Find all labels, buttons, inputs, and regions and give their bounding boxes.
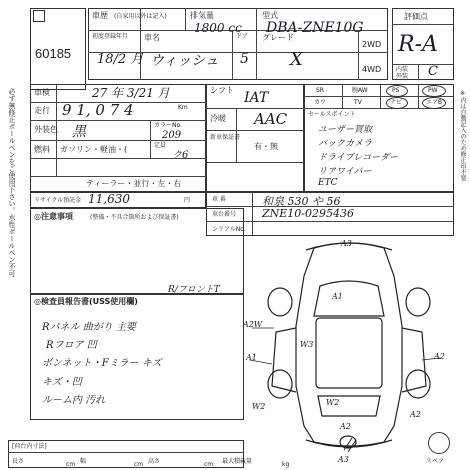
plate-label: 車 番 [212,196,226,203]
spare-tire-icon [428,432,450,454]
footer-length-unit: cm [66,461,76,468]
tire-label: ティーラー・並行・左・右 [86,179,182,188]
grade-label: グレード [262,33,294,42]
interior-label: 内装 [396,66,409,73]
score-label: 評価点 [404,12,428,21]
diagram-label-a3-top: A3 [341,239,352,248]
footer-title: [荷台内寸法] [12,443,47,450]
equipment-aw: 腕AW [352,87,368,94]
displacement-label: 排気量 [190,11,214,20]
diagram-label-a1-left: A1 [246,353,257,362]
footer-width-unit: cm [134,461,144,468]
first-reg-label: 初度登録年月 [92,33,129,40]
fuel-label: 燃料 [34,145,50,154]
grade-value: X [290,49,303,70]
diagram-label-w2: W2 [326,398,340,407]
diagram-label-spare: スペア [426,458,445,465]
capacity-value: ク6 [172,150,189,161]
shift-value: IAT [244,90,269,106]
side-note: 必ず無修正ボールペンをご使用下さい。水性ボールペン不可 [8,88,16,277]
drive-4wd: 4WD [362,65,382,74]
plate-value: 和泉 530 や 56 [262,195,341,208]
footer-max-load-label: 最大積載量 [222,458,253,465]
car-name-label: 車名 [144,33,160,42]
recycle-label: リサイクル預託金 [34,197,82,204]
diagram-label-a1: A1 [332,292,343,301]
color-value: 黒 [72,124,86,140]
shaken-value: 27 年 3/21 月 [92,86,170,100]
mileage-label: 走行 [34,106,50,115]
diagram-label-a2-rear: A2 [340,422,351,431]
displacement-value: 1800 cc [194,21,242,35]
diagram-label-a2-right: A2 [434,352,445,361]
equipment-navi: ナビ [390,99,403,106]
vehicle-type-label: 車歴 [92,11,108,20]
equipment-sr: SR [316,87,324,94]
diagram-label-w2-left: W2 [252,402,266,411]
sales-point-3: ドライブレコーダー [318,153,399,163]
drive-2wd: 2WD [362,40,382,49]
sales-point-1: ユーザー買取 [318,125,373,135]
lot-number: 60185 [35,46,72,61]
interior-value: C [428,64,438,79]
report-line-2: Rフロア 凹 [46,340,97,351]
color-no-value: 209 [162,130,182,141]
diagram-label-a2-rear-r: A2 [410,410,421,419]
score-value: R-A [398,32,438,57]
chassis-label: 車台番号 [212,211,237,218]
car-name-value: ウィッシュ [150,53,219,69]
doors-label: ドア [236,33,248,40]
shaken-label: 車検 [34,88,50,97]
ac-value: AAC [254,110,288,128]
ac-label: 冷暖 [210,114,226,123]
diagram-label-w3: W3 [300,340,314,349]
doors-value: 5 [240,51,249,67]
fuel-value: ガソリン・軽油・( [60,145,128,154]
capacity-label: 定員 [154,142,167,149]
color-label: 外装色 [34,125,58,134]
equipment-pw: PW [428,87,438,94]
chassis-value: ZNE10-0295436 [262,207,355,220]
vehicle-type-sub: (自家用以外は記入) [114,13,167,20]
shift-label: シフト [210,86,234,95]
sales-point-4: リアワイパー [318,167,372,177]
footer-height-unit: cm [204,461,214,468]
notes-title: ◎注意事項 [34,212,73,221]
corner-mark [33,10,45,22]
notes-subtitle: (整備・不具合箇所および保証書) [90,214,179,221]
sales-point-2: バックカメラ [318,139,373,149]
footer-length-label: 長さ [12,458,25,465]
serial-label: シリアルNo. [212,226,246,233]
mileage-unit: Km [178,104,188,111]
history-value: 有・無 [254,142,278,151]
sales-point-label: セールスポイント [308,111,356,118]
diagram-label-a2w: A2W [243,320,263,329]
color-no-label: カラーNo. [154,122,182,129]
right-side-note: ※内は自動記入のため修正印不要 [459,90,466,181]
equipment-ps: PS [392,87,400,94]
report-line-3: ボンネット・Fミラー キズ [42,358,162,369]
footer-width-label: 幅 [80,458,87,465]
model-value: DBA-ZNE10G [266,20,364,36]
history-label: 新車保証書 [210,134,241,141]
equipment-tv: TV [354,99,362,106]
report-line-5: ルーム内 汚れ [42,395,106,406]
report-line-1: Rパネル 曲がり 主要 [42,322,136,333]
sales-point-5: ETC [318,178,338,188]
equipment-leather: カワ [314,99,327,106]
report-line-4: キズ・凹 [42,377,82,388]
first-reg-value: 18/2 月 [97,52,144,67]
notes-handwritten: R/フロントT [168,285,220,295]
footer-height-label: 高さ [148,458,161,465]
diagram-label-a3-bottom: A3 [338,455,349,464]
recycle-value: 11,630 [88,192,130,206]
circle-mark-ps [386,85,408,97]
recycle-unit: 円 [184,197,191,204]
footer-max-load-unit: kg [282,461,290,468]
mileage-value: 9 1, 0 7 4 [62,101,134,119]
model-label: 型式 [262,11,278,20]
equipment-airbag: エアB [426,99,443,106]
report-title: ◎検査員報告書(USS使用欄) [34,297,138,306]
circle-mark-navi [386,97,408,109]
circle-mark-pw [422,85,446,97]
circle-mark-airbag [422,97,446,109]
exterior-label: 外装 [396,73,409,80]
